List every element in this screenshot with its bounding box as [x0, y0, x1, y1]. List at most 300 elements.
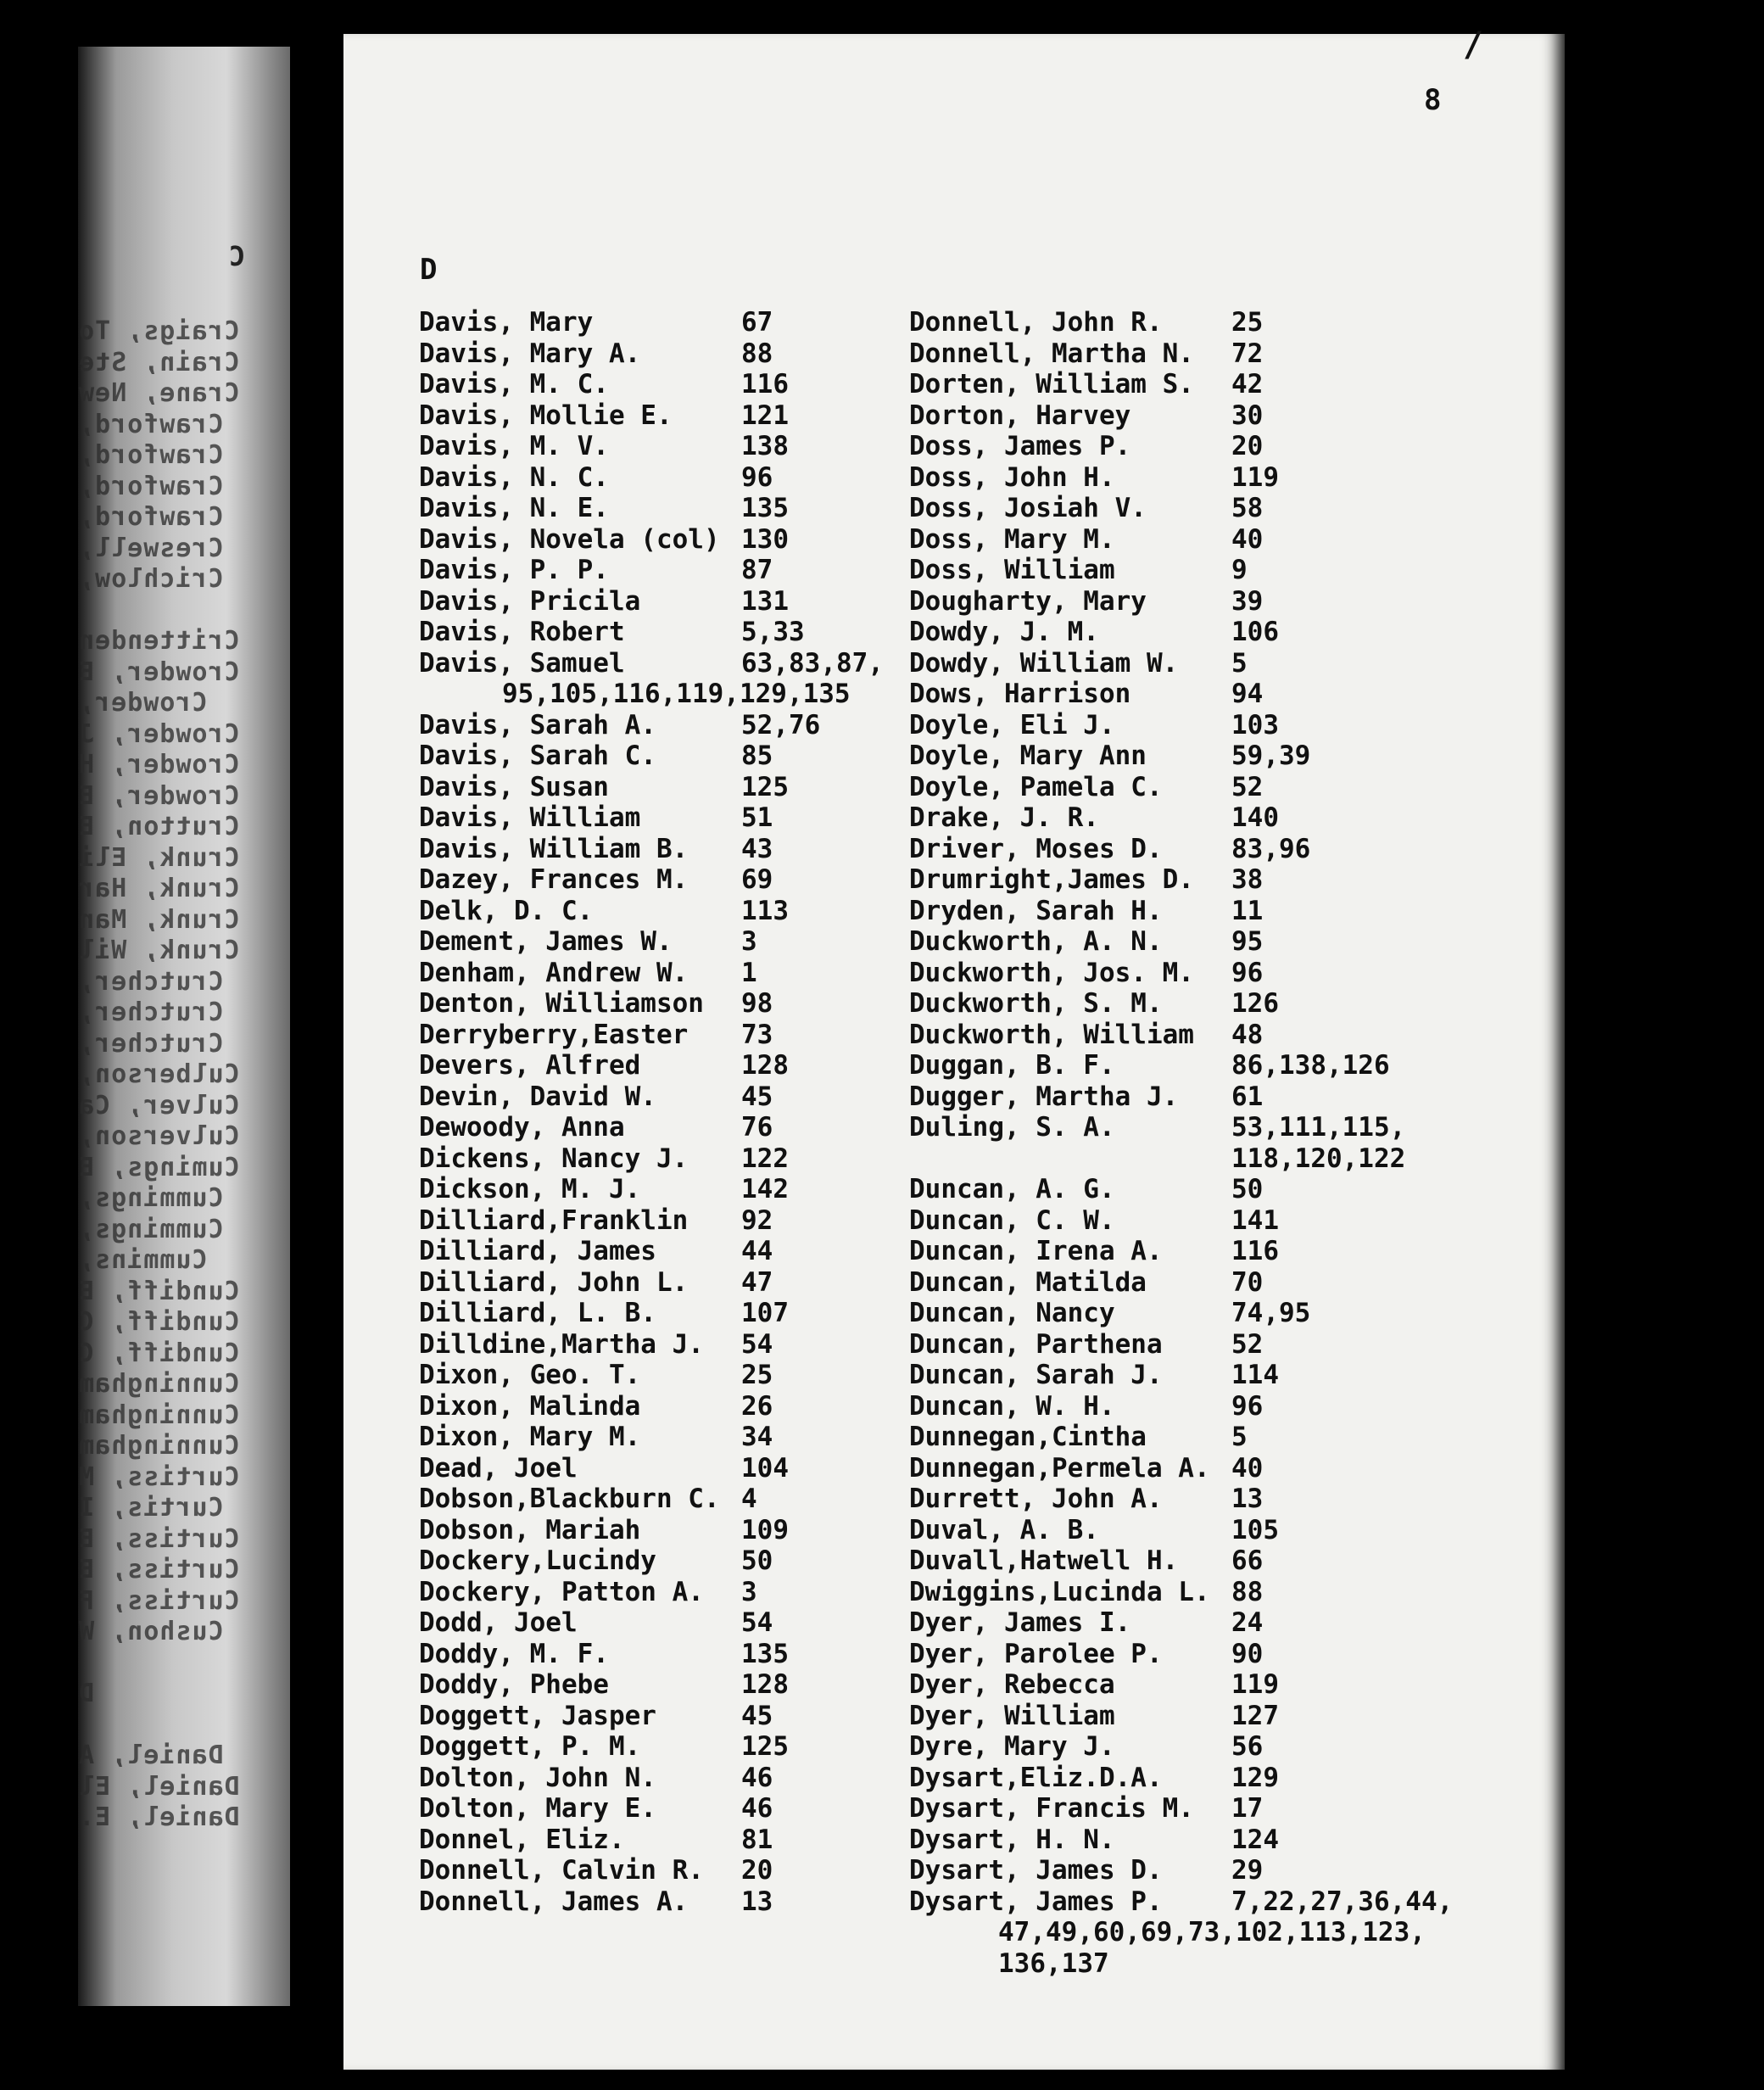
entry-pages: 92 [741, 1204, 773, 1236]
entry-pages: 107 [741, 1298, 789, 1328]
index-entry [909, 1329, 1426, 1361]
entry-pages: 98 [741, 988, 773, 1019]
index-entry [419, 834, 851, 865]
index-entry [419, 1886, 851, 1918]
entry-name: Doddy, M. F. [419, 1638, 609, 1669]
entry-name: Dyer, James I. [909, 1607, 1131, 1638]
entry-name: Dwiggins,Lucinda L. [909, 1576, 1210, 1607]
index-entry [419, 1545, 851, 1577]
entry-name: Dixon, Malinda [419, 1390, 641, 1422]
bleed-line: Daniel, A [78, 1741, 224, 1770]
entry-name: Donnel, Eliz. [419, 1824, 625, 1855]
entry-pages: 90 [1231, 1638, 1264, 1669]
bleed-line: Cummings, [78, 1183, 224, 1213]
index-entry [419, 1607, 851, 1639]
entry-pages: 47 [741, 1266, 773, 1298]
index-entry [909, 1577, 1426, 1608]
entry-name: Dowdy, J. M. [909, 617, 1099, 647]
entry-pages: 138 [741, 431, 789, 461]
entry-name: Duncan, Nancy [909, 1298, 1115, 1328]
entry-pages: 135 [741, 1638, 789, 1669]
entry-name: Durrett, John A. [909, 1484, 1163, 1514]
index-entry [909, 1639, 1426, 1670]
entry-pages: 50 [1231, 1174, 1264, 1204]
entry-pages: 104 [741, 1452, 789, 1484]
index-entry [909, 493, 1426, 524]
bleed-line: Creswell, [78, 533, 224, 563]
entry-pages: 43 [741, 833, 773, 864]
entry-name: Dorten, William S. [909, 369, 1194, 400]
entry-name: Dysart,Eliz.D.A. [909, 1762, 1163, 1793]
entry-name: Dowdy, William W. [909, 647, 1179, 679]
index-entry [419, 493, 851, 524]
entry-pages-continued: 136,137 [998, 1948, 1109, 1979]
entry-pages: 87 [741, 555, 773, 585]
entry-name: Doggett, P. M. [419, 1731, 641, 1762]
entry-pages: 29 [1231, 1855, 1264, 1886]
entry-name: Derryberry,Easter [419, 1019, 689, 1050]
entry-name: Duval, A. B. [909, 1514, 1099, 1545]
entry-pages: 25 [741, 1360, 773, 1390]
entry-pages: 70 [1231, 1266, 1264, 1298]
index-entry [419, 586, 851, 618]
index-entry [909, 1267, 1426, 1299]
index-entry [419, 338, 851, 370]
entry-name: Dickson, M. J. [419, 1174, 641, 1204]
entry-name: Davis, Samuel [419, 647, 625, 679]
entry-pages: 73 [741, 1019, 773, 1050]
bleed-line: Crunk, Har [78, 874, 240, 903]
entry-pages: 5 [1231, 647, 1248, 679]
right-column [909, 307, 1454, 1979]
index-entry [909, 369, 1426, 400]
index-entry [419, 1236, 851, 1267]
index-entry [909, 1453, 1426, 1484]
entry-pages: 46 [741, 1762, 773, 1793]
entry-pages: 20 [1231, 431, 1264, 461]
index-entry [909, 864, 1426, 896]
entry-name: Denham, Andrew W. [419, 957, 689, 988]
entry-name: Dewoody, Anna [419, 1112, 625, 1143]
entry-pages: 11 [1231, 895, 1264, 926]
index-entry [909, 555, 1426, 586]
bleed-line: Crunk, Wil [78, 936, 240, 965]
entry-name: Duling, S. A. [909, 1112, 1115, 1143]
bleed-line: Crunk, Eli [78, 842, 240, 873]
bleed-line: Cunningham [78, 1369, 240, 1399]
index-entry [909, 1484, 1426, 1515]
index-entry [419, 926, 851, 958]
entry-name: Duncan, Sarah J. [909, 1360, 1163, 1390]
index-entry [419, 1143, 851, 1175]
entry-pages: 131 [741, 585, 789, 617]
entry-pages: 125 [741, 771, 789, 802]
bleed-line: Cushon, W [78, 1617, 224, 1646]
entry-name: Drake, J. R. [909, 802, 1099, 833]
index-entry [419, 1855, 851, 1886]
bleed-line: Cundiff, C [78, 1307, 240, 1337]
bleed-line: Crain, Ste [78, 347, 240, 377]
entry-pages: 4 [741, 1484, 757, 1514]
entry-pages: 140 [1231, 802, 1279, 833]
entry-name: Devers, Alfred [419, 1050, 641, 1081]
index-entry [909, 1793, 1426, 1825]
index-entry [909, 1205, 1426, 1237]
entry-name: Davis, Robert [419, 617, 625, 647]
index-entry [419, 1731, 851, 1763]
index-entry [909, 1360, 1426, 1391]
entry-name: Donnell, Calvin R. [419, 1855, 704, 1886]
entry-pages: 53,111,115, [1231, 1112, 1406, 1143]
index-entry [909, 307, 1426, 338]
entry-pages: 130 [741, 523, 789, 555]
entry-pages: 135 [741, 493, 789, 523]
index-entry [419, 462, 851, 494]
entry-pages: 13 [1231, 1484, 1264, 1514]
entry-pages: 142 [741, 1174, 789, 1204]
entry-pages: 109 [741, 1514, 789, 1545]
entry-name: Davis, M. V. [419, 431, 609, 461]
index-page [343, 25, 1565, 2070]
entry-pages-continued: 47,49,60,69,73,102,113,123, [998, 1917, 1426, 1948]
index-entry [419, 1174, 851, 1205]
entry-pages: 76 [741, 1112, 773, 1143]
entry-name: Doddy, Phebe [419, 1669, 609, 1700]
entry-name: Duncan, Parthena [909, 1328, 1163, 1360]
index-entry [419, 802, 851, 834]
entry-name: Dysart, James D. [909, 1855, 1163, 1886]
bleed-through-page [78, 47, 290, 2006]
entry-pages: 81 [741, 1824, 773, 1855]
index-entry [909, 1886, 1454, 1918]
bleed-line: Crutcher, [78, 998, 224, 1027]
entry-name: Duncan, W. H. [909, 1390, 1115, 1422]
bleed-line: Crowder, J [78, 718, 240, 749]
entry-name: Duncan, C. W. [909, 1204, 1115, 1236]
entry-pages: 24 [1231, 1607, 1264, 1638]
entry-name: Doss, John H. [909, 461, 1115, 493]
entry-name: Doss, Mary M. [909, 523, 1115, 555]
entry-pages: 48 [1231, 1019, 1264, 1050]
bleed-line: Curtiss, E [78, 1555, 240, 1584]
entry-name: Devin, David W. [419, 1081, 656, 1112]
entry-pages: 52 [1231, 1328, 1264, 1360]
entry-pages: 94 [1231, 679, 1264, 709]
entry-name: Davis, Sarah C. [419, 740, 656, 771]
entry-pages: 1 [741, 957, 757, 988]
index-entry [419, 431, 851, 462]
section-letter: D [420, 253, 438, 287]
entry-name: Davis, Sarah A. [419, 709, 656, 740]
bleed-line: Curtiss, F [78, 1585, 240, 1616]
index-entry [909, 1391, 1426, 1422]
entry-name: Davis, William B. [419, 833, 689, 864]
entry-name: Duckworth, A. N. [909, 926, 1163, 957]
entry-pages: 119 [1231, 1669, 1279, 1700]
index-entry [419, 1701, 851, 1732]
entry-name: Doyle, Pamela C. [909, 771, 1163, 802]
index-entry [419, 958, 851, 989]
entry-pages: 127 [1231, 1700, 1279, 1731]
entry-name: Doss, James P. [909, 431, 1131, 461]
entry-pages: 61 [1231, 1081, 1264, 1112]
bleed-line: Daniel, E. [78, 1802, 240, 1832]
index-entry [909, 1112, 1426, 1143]
entry-name: Dolton, Mary E. [419, 1793, 656, 1824]
index-entry [909, 740, 1426, 772]
entry-pages: 5 [1231, 1422, 1248, 1452]
index-entry [419, 1360, 851, 1391]
entry-pages: 106 [1231, 617, 1279, 647]
entry-pages: 3 [741, 926, 757, 957]
index-entry [419, 647, 884, 679]
entry-name: Dodd, Joel [419, 1607, 578, 1638]
index-entry [419, 1020, 851, 1051]
index-entry [909, 1825, 1426, 1856]
bleed-line: Crittenden [78, 626, 240, 656]
entry-name: Dows, Harrison [909, 679, 1131, 709]
entry-name: Dilldine,Martha J. [419, 1328, 704, 1360]
entry-pages: 95 [1231, 926, 1264, 957]
index-entry [909, 1298, 1426, 1329]
index-entry [909, 431, 1426, 462]
entry-name: Dement, James W. [419, 926, 673, 957]
entry-pages: 52 [1231, 771, 1264, 802]
entry-pages: 50 [741, 1545, 773, 1576]
entry-pages: 63,83,87, [741, 647, 884, 679]
entry-name: Davis, N. E. [419, 493, 609, 523]
index-entry [419, 1515, 851, 1546]
entry-name: Davis, Mary A. [419, 338, 641, 369]
entry-pages: 128 [741, 1050, 789, 1081]
index-entry [419, 740, 851, 772]
entry-pages: 96 [1231, 957, 1264, 988]
bleed-line: Crichlow, [78, 564, 224, 594]
entry-pages: 26 [741, 1390, 773, 1422]
index-entry [909, 400, 1426, 432]
index-entry [419, 988, 851, 1020]
bleed-line: Cummings, [78, 1214, 224, 1244]
entry-name: Davis, M. C. [419, 369, 609, 400]
index-entry [909, 1050, 1426, 1081]
index-entry [909, 679, 1426, 710]
entry-pages: 125 [741, 1731, 789, 1762]
index-entry [909, 462, 1426, 494]
entry-pages: 44 [741, 1236, 773, 1266]
entry-name: Dougharty, Mary [909, 585, 1147, 617]
index-entry [909, 896, 1426, 927]
bleed-line: Craigs, To [78, 316, 240, 346]
entry-pages: 72 [1231, 338, 1264, 369]
entry-pages: 121 [741, 400, 789, 431]
index-entry [419, 524, 851, 556]
bleed-line: Crowder, [78, 688, 208, 718]
entry-pages: 45 [741, 1700, 773, 1731]
entry-pages: 116 [741, 369, 789, 400]
entry-name: Dyer, William [909, 1700, 1115, 1731]
entry-pages: 39 [1231, 585, 1264, 617]
entry-name: Doss, William [909, 555, 1115, 585]
entry-name: Dysart, H. N. [909, 1824, 1115, 1855]
bleed-line: Cummins, [78, 1245, 208, 1275]
bleed-line: Crawford, [78, 409, 224, 439]
entry-pages-continued: 95,105,116,119,129,135 [502, 679, 851, 709]
index-entry [909, 338, 1426, 370]
bleed-line: Crowder, H [78, 750, 240, 780]
index-entry [909, 1515, 1426, 1546]
entry-name: Dorton, Harvey [909, 400, 1131, 431]
index-entry [419, 555, 851, 586]
entry-pages: 103 [1231, 709, 1279, 740]
entry-pages: 67 [741, 307, 773, 338]
entry-pages: 83,96 [1231, 833, 1311, 864]
page-number: 8 [1424, 83, 1442, 117]
entry-name: Duncan, Irena A. [909, 1236, 1163, 1266]
bleed-line: Curtis, I [78, 1493, 224, 1523]
index-entry [419, 896, 851, 927]
entry-pages: 113 [741, 895, 789, 926]
index-entry [909, 1422, 1426, 1453]
index-entry [909, 802, 1426, 834]
bleed-line: Cundiff, E [78, 1276, 240, 1306]
entry-pages: 119 [1231, 461, 1279, 493]
entry-name: Dilliard, James [419, 1236, 656, 1266]
index-entry [419, 1793, 851, 1825]
entry-name: Dolton, John N. [419, 1762, 656, 1793]
index-entry [419, 1329, 851, 1361]
bleed-line: Crutcher, [78, 1028, 224, 1059]
entry-pages: 45 [741, 1081, 773, 1112]
entry-pages: 5,33 [741, 617, 805, 647]
bleed-line: Curtiss, M [78, 1461, 240, 1492]
entry-name: Dilliard,Franklin [419, 1204, 689, 1236]
left-column [419, 307, 884, 1917]
entry-name: Duckworth, S. M. [909, 988, 1163, 1019]
entry-name: Dead, Joel [419, 1452, 578, 1484]
index-entry [909, 1731, 1426, 1763]
entry-name: Dockery, Patton A. [419, 1576, 704, 1607]
bleed-line: D [78, 1679, 95, 1708]
index-entry [419, 307, 851, 338]
index-entry [419, 400, 851, 432]
index-entry [419, 1081, 851, 1113]
entry-name: Denton, Williamson [419, 988, 704, 1019]
index-entry [909, 988, 1426, 1020]
entry-pages: 54 [741, 1607, 773, 1638]
bleed-line: Cunningham [78, 1400, 240, 1430]
entry-name: Dysart, Francis M. [909, 1793, 1194, 1824]
index-entry [419, 1267, 851, 1299]
entry-pages: 116 [1231, 1236, 1279, 1266]
entry-pages: 122 [741, 1143, 789, 1174]
entry-name: Dyer, Parolee P. [909, 1638, 1163, 1669]
bleed-line: Crawford, [78, 471, 224, 501]
entry-name: Davis, Susan [419, 771, 609, 802]
entry-name: Donnell, Martha N. [909, 338, 1194, 369]
entry-pages: 9 [1231, 555, 1248, 585]
entry-name: Dyer, Rebecca [909, 1669, 1115, 1700]
entry-name: Dixon, Geo. T. [419, 1360, 641, 1390]
entry-name: Dugger, Martha J. [909, 1081, 1179, 1112]
index-entry [909, 710, 1426, 741]
entry-name: Drumright,James D. [909, 864, 1194, 895]
index-entry [419, 1825, 851, 1856]
index-entry [419, 1391, 851, 1422]
entry-name: Duckworth, Jos. M. [909, 957, 1194, 988]
bleed-letter: C [229, 240, 246, 272]
index-entry [909, 617, 1426, 648]
index-entry [419, 1205, 851, 1237]
entry-pages: 114 [1231, 1360, 1279, 1390]
entry-pages: 85 [741, 740, 773, 771]
entry-name: Doss, Josiah V. [909, 493, 1147, 523]
entry-pages: 42 [1231, 369, 1264, 400]
index-entry [419, 1763, 851, 1794]
index-entry [909, 1607, 1426, 1639]
index-entry [419, 1639, 851, 1670]
index-entry [419, 1050, 851, 1081]
bleed-line: Culberson, [78, 1059, 240, 1089]
entry-pages: 96 [741, 461, 773, 493]
entry-pages: 59,39 [1231, 740, 1311, 771]
entry-pages: 105 [1231, 1514, 1279, 1545]
entry-name: Donnell, James A. [419, 1886, 689, 1917]
index-entry [419, 1422, 851, 1453]
entry-pages: 13 [741, 1886, 773, 1917]
bleed-line: Crunk, Man [78, 904, 240, 935]
bleed-line: Culver, Ca [78, 1090, 240, 1120]
entry-name: Davis, N. C. [419, 461, 609, 493]
index-entry [419, 1298, 851, 1329]
bleed-line: Crawford, [78, 502, 224, 532]
bleed-through-text [78, 47, 290, 2006]
entry-name: Dunnegan,Permela A. [909, 1452, 1210, 1484]
index-entry [909, 1081, 1426, 1113]
index-entry [419, 710, 851, 741]
entry-name: Delk, D. C. [419, 895, 594, 926]
bleed-line: Crawford, [78, 440, 224, 470]
entry-name: Dobson, Mariah [419, 1514, 641, 1545]
entry-pages: 128 [741, 1669, 789, 1700]
entry-pages: 46 [741, 1793, 773, 1824]
entry-pages: 86,138,126 [1231, 1050, 1390, 1081]
bleed-line: Culverson, [78, 1121, 240, 1151]
entry-pages: 20 [741, 1855, 773, 1886]
bleed-line: Crutcher, [78, 966, 224, 997]
entry-pages: 17 [1231, 1793, 1264, 1824]
bleed-line: Cumings, E [78, 1152, 240, 1182]
entry-pages: 38 [1231, 864, 1264, 895]
entry-name: Dobson,Blackburn C. [419, 1484, 720, 1514]
entry-pages-continued: 118,120,122 [1231, 1143, 1406, 1174]
entry-pages: 58 [1231, 493, 1264, 523]
entry-pages: 124 [1231, 1824, 1279, 1855]
bleed-line: Crowder, E [78, 780, 240, 811]
entry-name: Dyre, Mary J. [909, 1731, 1115, 1762]
entry-name: Davis, William [419, 802, 641, 833]
entry-name: Dryden, Sarah H. [909, 895, 1163, 926]
entry-pages: 66 [1231, 1545, 1264, 1576]
index-entry [419, 1669, 851, 1701]
entry-pages: 7,22,27,36,44, [1231, 1886, 1454, 1917]
index-entry [419, 864, 851, 896]
entry-pages: 54 [741, 1328, 773, 1360]
entry-pages: 88 [1231, 1576, 1264, 1607]
entry-pages: 34 [741, 1422, 773, 1452]
index-entry [419, 1453, 851, 1484]
entry-name: Davis, Pricila [419, 585, 641, 617]
entry-pages: 74,95 [1231, 1298, 1311, 1328]
